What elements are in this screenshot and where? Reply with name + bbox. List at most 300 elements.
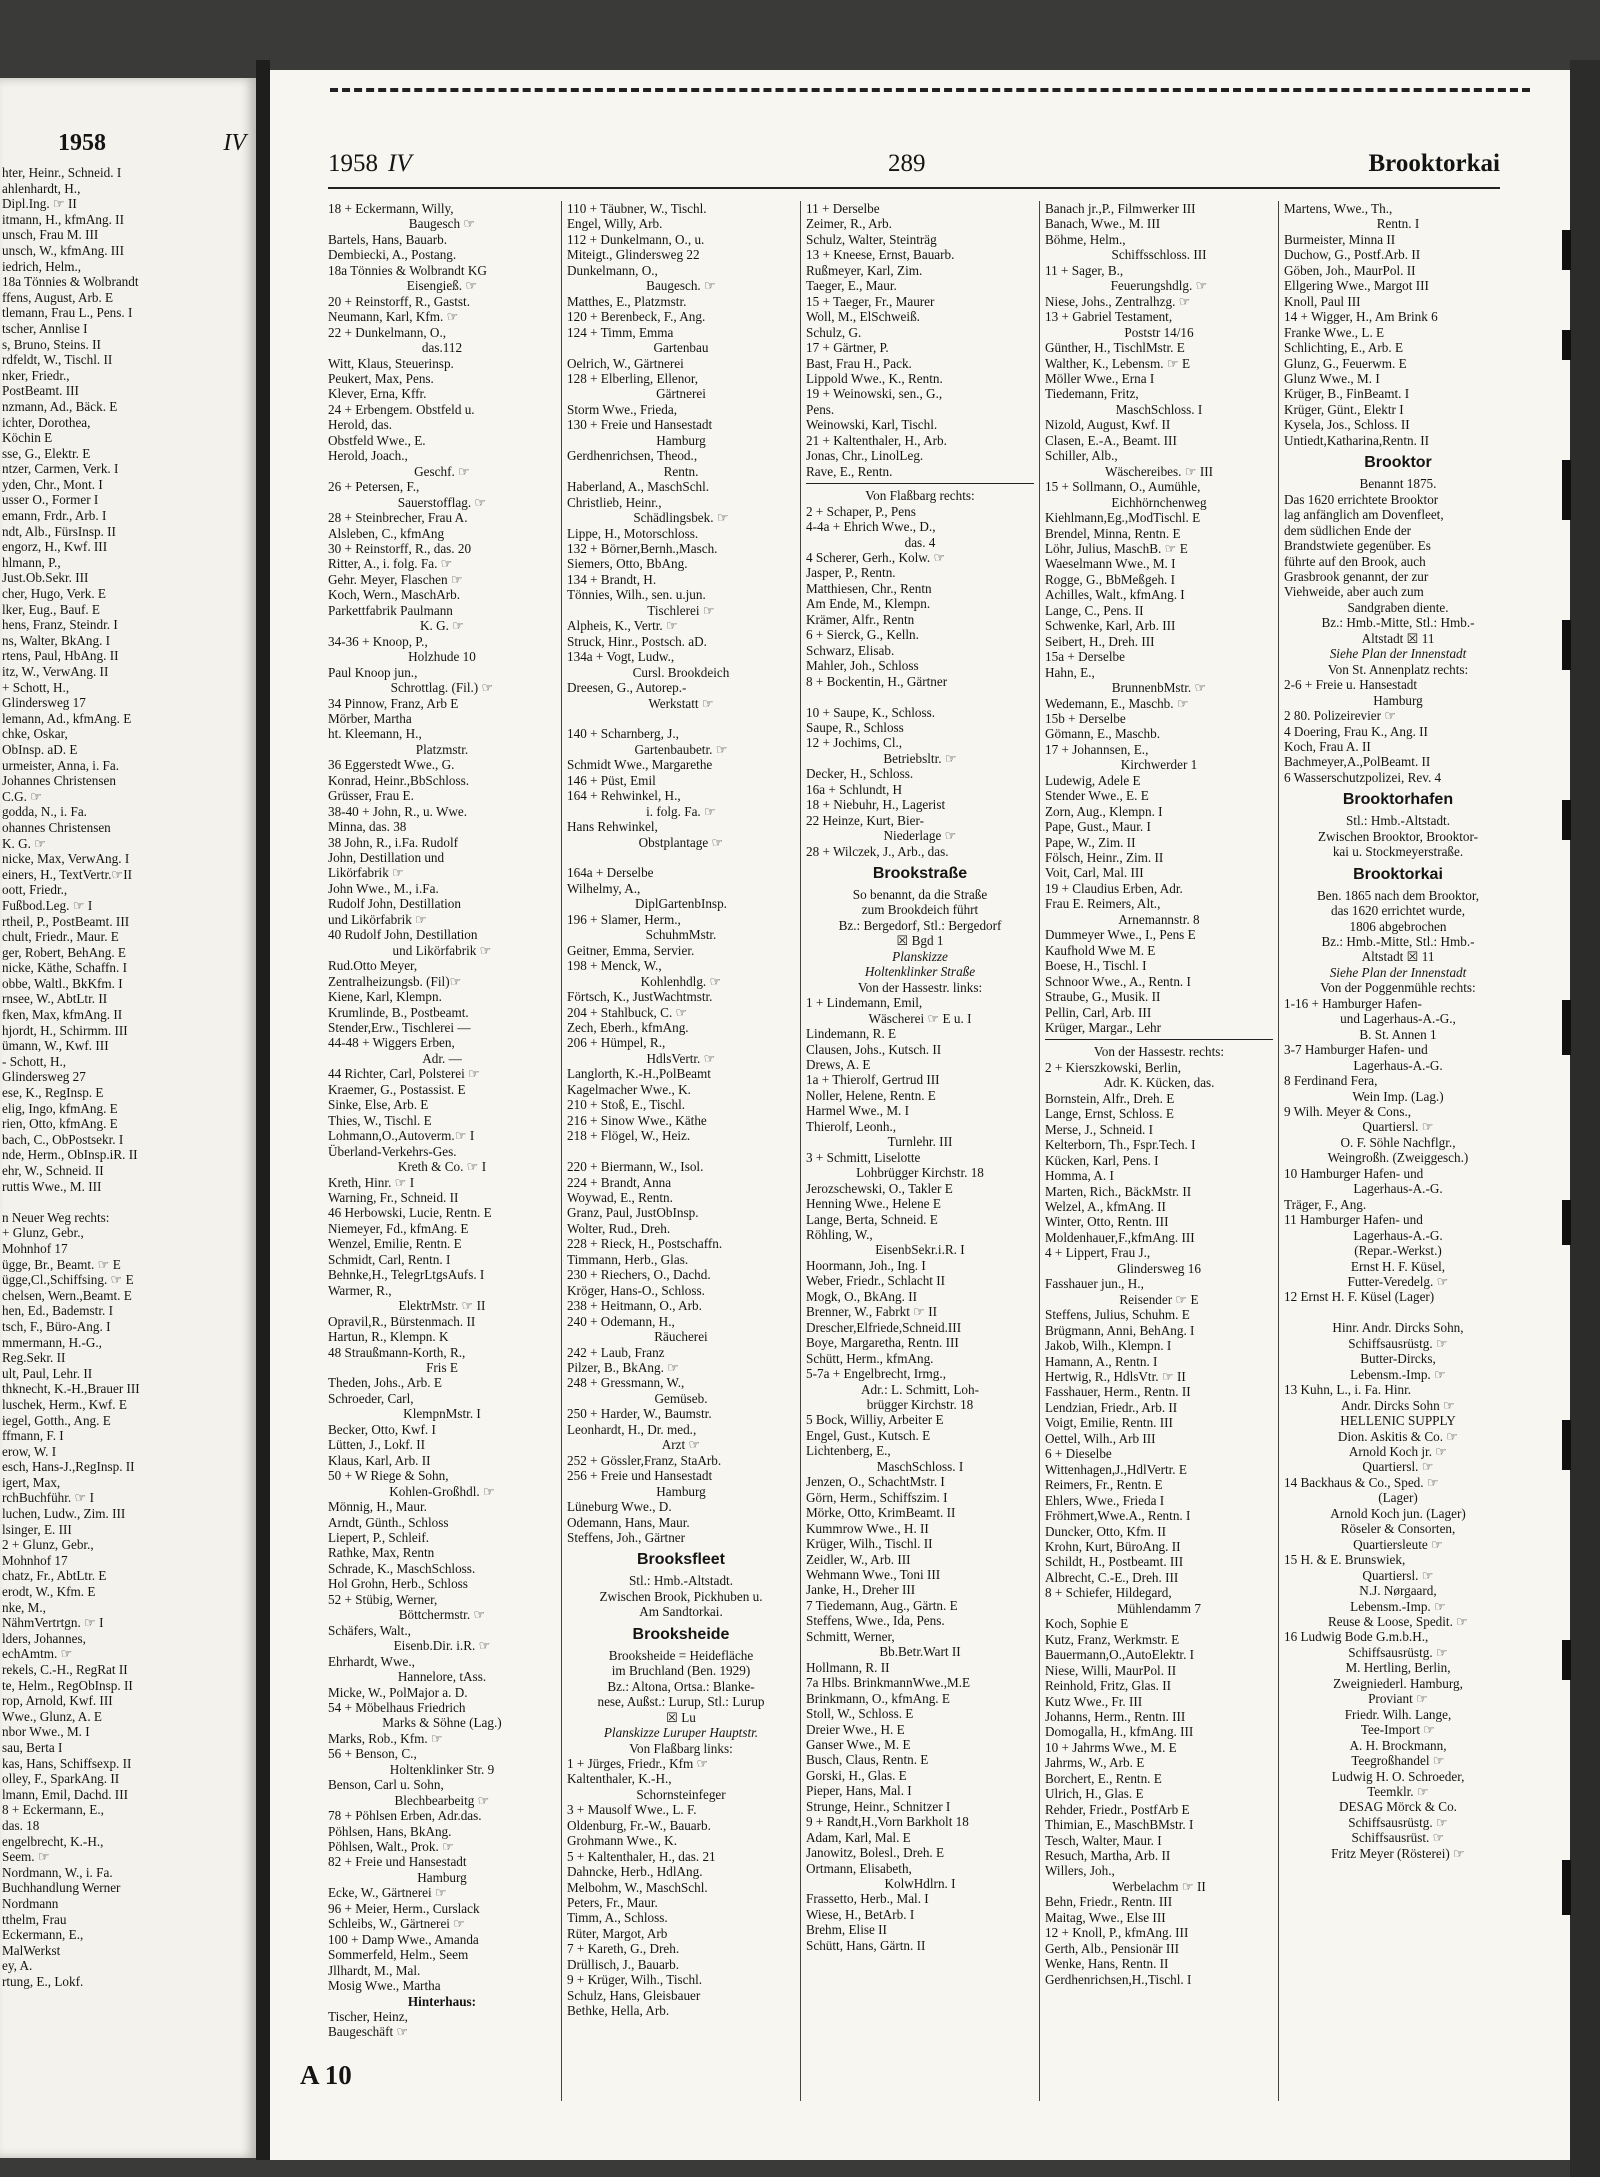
directory-entry: 8 Ferdinand Fera, [1284,1073,1378,1089]
left-page-entry: rekels, C.-H., RegRat II [2,1662,128,1677]
thumb-index-tab [1562,800,1571,840]
directory-entry: Schiller, Alb., [1045,448,1118,464]
directory-entry: Ellgering Wwe., Margot III [1284,278,1429,294]
directory-entry: Altstadt ☒ 11 [1361,630,1435,646]
directory-entry: 134a + Vogt, Ludw., [567,649,675,665]
directory-entry: Oldenburg, Fr.-W., Bauarb. [567,1817,711,1833]
left-page-volume: IV [223,130,246,156]
directory-entry: Jonas, Chr., LinolLeg. [806,448,924,464]
directory-entry: 28 + Wilczek, J., Arb., das. [806,843,949,859]
directory-entry: Holtenklinker Str. 9 [389,1761,495,1777]
column-divider [1039,201,1040,2101]
directory-entry: 4 Doering, Frau K., Ang. II [1284,723,1428,739]
directory-entry: Martens, Wwe., Th., [1284,201,1393,216]
directory-entry: Ulrich, H., Glas. E [1045,1786,1144,1802]
directory-entry: 19 + Claudius Erben, Adr. [1045,880,1183,896]
directory-entry: Zorn, Aug., Klempn. I [1045,803,1163,819]
directory-entry: Futter-Veredelg. ☞ [1347,1274,1449,1289]
left-page-entry: engelbrecht, K.-H., [2,1833,104,1849]
left-page-entry: ffens, August, Arb. E [2,289,114,305]
directory-entry: kai u. Stockmeyerstraße. [1332,844,1464,860]
directory-entry: Achilles, Walt., kfmAng. I [1045,587,1185,603]
left-page-entry: urmeister, Anna, i. Fa. [2,757,120,773]
header-year-volume [328,150,412,178]
directory-entry: 8 + Bockentin, H., Gärtner [806,673,948,689]
directory-entry: Struck, Hinr., Postsch. aD. [567,633,707,649]
directory-entry: Ludewig, Adele E [1045,772,1141,788]
directory-entry: Fölsch, Heinr., Zim. II [1045,850,1164,866]
directory-entry: Mühlendamm 7 [1117,1600,1201,1616]
directory-entry: Nizold, August, Kwf. II [1045,417,1171,433]
directory-entry: Schwenke, Karl, Arb. III [1045,618,1176,634]
directory-entry: O. F. Söhle Nachflgr., [1340,1134,1456,1150]
left-page-entry: Köchin E [2,430,53,446]
left-page-entry: Glindersweg 17 [2,695,86,711]
directory-entry: Tiedemann, Fritz, [1045,386,1139,402]
directory-entry: Ehrhardt, Wwe., [328,1653,415,1669]
directory-entry: Steffens, Wwe., Ida, Pens. [806,1613,945,1629]
directory-entry: Marks, Rob., Kfm. ☞ [328,1730,443,1746]
directory-entry: Planskizze [892,948,948,964]
thumb-index-tab [1562,1860,1571,1915]
directory-entry: Thimian, E., MaschBMstr. I [1045,1817,1194,1833]
directory-entry: Hamann, A., Rentn. I [1045,1353,1158,1369]
thumb-index-tab [1562,330,1571,360]
directory-entry: Warmer, R., [328,1282,392,1298]
directory-entry: Bauermann,O.,AutoElektr. I [1045,1647,1195,1663]
left-page-entry: cher, Hugo, Verk. E [2,586,106,602]
directory-entry: Schnoor Wwe., A., Rentn. I [1045,973,1191,989]
directory-entry: Schäfers, Walt., [328,1622,411,1638]
directory-entry: Fris E [426,1359,458,1375]
directory-entry: Kraemer, G., Postassist. E [328,1081,466,1097]
directory-entry: Pilzer, B., BkAng. ☞ [567,1359,680,1375]
directory-entry: Dembiecki, A., Postang. [328,247,457,263]
directory-entry: 196 + Slamer, Herm., [567,911,681,927]
directory-entry: Holtenklinker Straße [864,964,976,980]
directory-entry: Krämer, Alfr., Rentn [806,611,915,627]
directory-entry: 21 + Kaltenthaler, H., Arb. [806,432,947,448]
directory-entry: Schornsteinfeger [636,1786,726,1802]
directory-entry: Schwarz, Elisab. [806,642,895,658]
directory-entry: KlempnMstr. I [403,1406,481,1422]
directory-entry: Bartels, Hans, Bauarb. [328,231,448,247]
left-page-entry: rtung, E., Lokf. [2,1973,84,1989]
directory-entry: Zweigniederl. Hamburg, [1333,1675,1463,1691]
directory-entry: 16 Ludwig Bode G.m.b.H., [1284,1629,1429,1645]
directory-entry: Tesch, Walter, Maur. I [1045,1832,1162,1848]
directory-entry: Hertwig, R., HdlsVtr. ☞ II [1045,1368,1186,1384]
directory-entry: Opravil,R., Bürstenmach. II [328,1313,476,1329]
left-page-entry: chke, Oskar, [2,726,68,742]
directory-entry: Grüsser, Frau E. [328,788,414,804]
directory-entry: Noller, Helene, Rentn. E [806,1087,936,1103]
directory-entry: Lüneburg Wwe., D. [567,1499,672,1515]
directory-entry: Arndt, Günth., Schloss [328,1514,449,1530]
directory-entry: Dummeyer Wwe., I., Pens E [1045,927,1196,943]
directory-entry: Ecke, W., Gärtnerei ☞ [328,1885,447,1901]
directory-entry: Benannt 1875. [1359,476,1437,492]
directory-entry: Banach, Wwe., M. III [1045,216,1161,232]
directory-entry: 120 + Berenbeck, F., Ang. [567,309,706,325]
directory-entry: Reisender ☞ E [1119,1291,1199,1307]
directory-entry: Kiene, Karl, Klempn. [328,989,442,1005]
directory-entry: Oelrich, W., Gärtnerei [567,355,684,371]
signature-mark: A 10 [300,2060,352,2090]
directory-entry: Duncker, Otto, Kfm. II [1045,1523,1167,1539]
left-page-entry: ger, Robert, BehAng. E [2,944,126,960]
left-page-entry: + Schott, H., [2,679,70,695]
directory-entry: Rave, E., Rentn. [806,463,893,479]
directory-entry: Fasshauer jun., H., [1045,1276,1144,1292]
left-page-entry: tscher, Annlise I [2,320,88,336]
directory-entry: Eisengieß. ☞ [406,278,478,294]
left-page-entry [0,1194,256,1210]
directory-entry: Melbohm, W., MaschSchl. [567,1879,708,1895]
directory-entry: Blechbearbeitg ☞ [394,1792,490,1808]
left-page-entry: godda, N., i. Fa. [2,804,87,820]
directory-entry: Bethke, Hella, Arb. [567,2003,670,2019]
directory-entry: 140 + Scharnberg, J., [567,726,679,742]
directory-entry: Mahler, Joh., Schloss [806,658,919,674]
directory-entry: i. folg. Fa. ☞ [646,803,716,819]
directory-entry: Haberland, A., MaschSchl. [567,479,710,495]
directory-entry: Dion. Askitis & Co. ☞ [1337,1428,1459,1444]
directory-entry: ☒ Lu [666,1709,696,1725]
directory-entry: Hannelore, tAss. [397,1669,487,1685]
directory-entry: 14 Backhaus & Co., Sped. ☞ [1284,1474,1439,1490]
thumb-index-tab [1562,1420,1571,1470]
directory-entry: Schädlingsbek. ☞ [633,510,729,526]
directory-entry: 5-7a + Engelbrecht, Irmg., [806,1366,946,1382]
directory-entry: Decker, H., Schloss. [806,766,914,782]
directory-entry: 242 + Laub, Franz [567,1344,665,1360]
directory-entry: Stoll, W., Schloss. E [806,1706,914,1722]
directory-entry [1284,1305,1512,1320]
directory-entry: Steffens, Joh., Gärtner [567,1529,686,1545]
directory-entry: Gehr. Meyer, Flaschen ☞ [328,571,463,587]
left-page-entry: bach, C., ObPostsekr. I [2,1131,124,1147]
directory-entry: Walther, K., Lebensm. ☞ E [1045,355,1190,371]
left-page-entry: ohannes Christensen [2,819,111,835]
directory-entry: 20 + Reinstorff, R., Gastst. [328,293,470,309]
directory-entry: Gartenbau [653,340,709,356]
directory-entry: 164 + Rehwinkel, H., [567,788,681,804]
directory-column-3 [806,201,1034,1953]
directory-entry: Schildt, H., Postbeamt. III [1045,1554,1184,1570]
directory-entry: Hamburg [656,1483,706,1499]
directory-entry: Böttchermstr. ☞ [398,1607,486,1623]
directory-entry: Fasshauer, Herm., Rentn. II [1045,1384,1191,1400]
directory-entry: 12 + Knoll, P., kfmAng. III [1045,1925,1189,1941]
directory-entry: Voigt, Emilie, Rentn. III [1045,1415,1173,1431]
directory-entry: Thierolf, Leonh., [806,1118,897,1134]
directory-entry: Schütt, Hans, Gärtn. II [806,1937,926,1953]
directory-entry: Lohbrügger Kirchstr. 18 [856,1165,984,1181]
directory-entry: MaschSchloss. I [876,1458,964,1474]
directory-entry: 3 + Schmitt, Liselotte [806,1149,921,1165]
directory-entry: 4 + Lippert, Frau J., [1045,1245,1151,1261]
left-page-entry: - Schott, H., [2,1053,67,1069]
directory-entry: Pöhlsen, Hans, BkAng. [328,1823,452,1839]
directory-entry: 16a + Schlundt, H [806,781,903,797]
directory-entry: Lindemann, R. E [806,1026,897,1042]
directory-entry: Teegroßhandel ☞ [1351,1753,1445,1769]
directory-entry: Platzmstr. [415,741,469,757]
directory-entry: Mosig Wwe., Martha [328,1978,441,1994]
directory-entry: Schütt, Herm., kfmAng. [806,1350,934,1366]
left-page-entry: hter, Heinr., Schneid. I [2,165,122,180]
directory-entry: Pellin, Carl, Arb. III [1045,1004,1152,1020]
directory-entry: Pens. [806,401,835,417]
directory-entry: Tischer, Heinz, [328,2009,408,2025]
directory-entry: Konrad, Heinr.,BbSchloss. [328,772,470,788]
directory-entry: Schlichting, E., Arb. E [1284,340,1404,356]
directory-entry: Langlorth, K.-H.,PolBeamt [567,1066,711,1082]
left-page-entry: ümann, W., Kwf. III [2,1038,109,1054]
left-page-entry: Wwe., Glunz, A. E [2,1708,102,1724]
directory-entry: Siemers, Otto, BbAng. [567,556,688,572]
directory-entry: Schroeder, Carl, [328,1390,414,1406]
directory-entry: Wäscherei ☞ E u. I [868,1010,972,1026]
directory-entry: Rogge, G., BbMeßgeh. I [1045,571,1176,587]
directory-entry: Altstadt ☒ 11 [1361,949,1435,965]
directory-entry: 34 Pinnow, Franz, Arb E [328,695,459,711]
directory-entry: Wittenhagen,J.,HdlVertr. E [1045,1461,1187,1477]
directory-entry: 112 + Dunkelmann, O., u. [567,231,705,247]
directory-entry: Ortmann, Elisabeth, [806,1860,912,1876]
directory-entry: Henning Wwe., Helene E [806,1196,941,1212]
directory-entry: Ehlers, Wwe., Frieda I [1045,1492,1165,1508]
directory-entry: 22 + Dunkelmann, O., [328,324,447,340]
directory-entry: Zech, Eberh., kfmAng. [567,1020,689,1036]
left-page-entries [0,165,256,1989]
directory-entry: Frassetto, Herb., Mal. I [806,1891,929,1907]
directory-entry: Christlieb, Heinr., [567,494,662,510]
section-divider [1045,1039,1273,1040]
directory-entry: Schulz, Hans, Gleisbauer [567,1987,701,2003]
directory-entry: Arnold Koch jun. (Lager) [1330,1505,1466,1521]
directory-entry: 4 Scherer, Gerh., Kolw. ☞ [806,549,946,565]
directory-entry: Timmann, Herb., Glas. [567,1251,689,1267]
directory-entry: Alpheis, K., Vertr. ☞ [567,618,678,634]
directory-entry: Becker, Otto, Kwf. I [328,1421,436,1437]
directory-entry: Weber, Friedr., Schlacht II [806,1273,946,1289]
directory-entry: Göben, Joh., MaurPol. II [1284,262,1416,278]
directory-entry: Engel, Willy, Arb. [567,216,663,232]
directory-entry: Merse, J., Schneid. I [1045,1121,1154,1137]
directory-entry: Bz.: Altona, Ortsa.: Blanke- [607,1678,755,1694]
thumb-index-tab [1562,1200,1571,1245]
left-page-entry: thknecht, K.-H.,Brauer III [2,1381,140,1397]
directory-entry: Gartenbaubetr. ☞ [634,741,728,757]
directory-entry: 238 + Heitmann, O., Arb. [567,1298,702,1314]
directory-entry: Siehe Plan der Innenstadt [1329,646,1467,662]
directory-entry: Liepert, P., Schleif. [328,1529,430,1545]
directory-entry: 9 + Krüger, Wilh., Tischl. [567,1972,703,1988]
directory-entry: Resuch, Martha, Arb. II [1045,1848,1171,1864]
directory-entry: Gemüseb. [654,1390,708,1406]
left-page-entry: Fußbod.Leg. ☞ I [2,897,93,913]
directory-entry: 146 + Püst, Emil [567,772,656,788]
directory-entry: 218 + Flögel, W., Heiz. [567,1128,691,1144]
directory-entry: Banach jr.,P., Filmwerker III [1045,201,1196,216]
directory-entry: N.J. Nørgaard, [1359,1583,1437,1599]
directory-entry: Parkettfabrik Paulmann [328,602,453,618]
directory-entry: Niemeyer, Fd., kfmAng. E [328,1220,469,1236]
directory-entry: 8 + Schiefer, Hildegard, [1045,1585,1172,1601]
directory-entry: Krüger, Margar., Lehr [1045,1020,1162,1036]
directory-entry: 15 + Taeger, Fr., Maurer [806,293,935,309]
directory-entry: Kutz, Franz, Werkmstr. E [1045,1631,1180,1647]
left-page-entry: unsch, W., kfmAng. III [2,242,124,258]
directory-entry: Straube, G., Musik. II [1045,989,1161,1005]
directory-entry: Jakob, Wilh., Klempn. I [1045,1338,1172,1354]
left-page-entry: ult, Paul, Lehr. II [2,1365,93,1381]
left-page-entry: luschek, Herm., Kwf. E [2,1396,127,1412]
directory-column-4 [1045,201,1273,1987]
directory-entry: Herold, das. [328,417,393,433]
directory-entry: ☒ Bgd 1 [896,933,944,949]
directory-entry: Busch, Claus, Rentn. E [806,1752,929,1768]
left-page-entry: rien, Otto, kfmAng. E [2,1116,118,1132]
left-page-entry: tthelm, Frau [2,1911,67,1927]
directory-entry: Minna, das. 38 [328,819,407,835]
directory-entry: Stl.: Hmb.-Altstadt. [1345,813,1451,829]
directory-entry: Peukert, Max, Pens. [328,370,434,386]
directory-entry: 2 80. Polizeirevier ☞ [1284,708,1397,724]
left-page-year: 1958 [58,130,106,156]
directory-entry: 128 + Elberling, Ellenor, [567,370,699,386]
directory-entry: Ben. 1865 nach dem Brooktor, [1316,887,1480,903]
directory-entry: lag anfänglich am Dovenfleet, [1284,507,1444,523]
directory-entry: Rentn. I [1376,216,1420,232]
left-page-entry: nicke, Max, VerwAng. I [2,851,130,867]
directory-entry: Drüllisch, J., Bauarb. [567,1956,680,1972]
directory-entry: BrunnenbMstr. ☞ [1111,680,1207,696]
directory-entry: Friedr. Wilh. Lange, [1344,1706,1452,1722]
directory-entry: Reinhold, Fritz, Glas. II [1045,1678,1171,1694]
directory-entry: 4-4a + Ehrich Wwe., D., [806,519,936,535]
left-page-entry: ahlenhardt, H., [2,180,81,196]
left-page-entry: Buchhandlung Werner [2,1880,121,1896]
directory-entry: Jerozschewski, O., Takler E [806,1180,953,1196]
directory-entry: Witt, Klaus, Steuerinsp. [328,355,454,371]
directory-entry: Überland-Verkehrs-Ges. [328,1143,457,1159]
directory-entry [567,1144,795,1159]
directory-entry [567,850,795,865]
directory-entry: Gerdhenrichsen,H.,Tischl. I [1045,1971,1192,1987]
directory-entry: Mörber, Martha [328,710,412,726]
left-page-entry: nde, Herm., ObInsp.iR. II [2,1147,138,1163]
directory-entry: 18a Tönnies & Wolbrandt KG [328,262,487,278]
directory-entry: Görn, Herm., Schiffszim. I [806,1489,948,1505]
directory-entry: 7 + Kareth, G., Dreh. [567,1941,680,1957]
directory-entry: 30 + Reinstorff, R., das. 20 [328,540,472,556]
column-divider [800,201,801,2101]
directory-entry: Lippold Wwe., K., Rentn. [806,370,943,386]
left-page [0,78,256,2158]
directory-entry: Krüger, B., FinBeamt. I [1284,386,1410,402]
left-page-entry: K. G. ☞ [2,835,47,851]
left-page-entry: rtens, Paul, HbAng. II [2,648,119,664]
directory-entry: 7a Hlbs. BrinkmannWwe.,M.E [806,1675,971,1691]
directory-entry: Seibert, H., Dreh. III [1045,633,1155,649]
directory-entry: Werbelachm ☞ II [1112,1878,1206,1894]
directory-entry: Kagelmacher Wwe., K. [567,1081,691,1097]
directory-entry: Ganser Wwe., M. E [806,1736,911,1752]
directory-entry: Reuse & Loose, Spedit. ☞ [1327,1613,1469,1629]
directory-entry: Werkstatt ☞ [648,695,714,711]
street-heading: Brooktor [1364,454,1432,472]
directory-entry: 11 + Derselbe [806,201,880,216]
directory-entry: und Likörfabrik ☞ [328,911,427,927]
directory-entry: Bz.: Hmb.-Mitte, Stl.: Hmb.- [1321,615,1475,631]
directory-entry: Grohmann Wwe., K. [567,1833,677,1849]
left-page-entry: yden, Chr., Mont. I [2,476,103,492]
directory-entry: M. Hertling, Berlin, [1345,1660,1451,1676]
directory-entry: 19 + Weinowski, sen., G., [806,386,943,402]
left-page-entry: chult, Friedr., Maur. E [2,929,119,945]
directory-entry: Lütten, J., Lokf. II [328,1437,426,1453]
left-page-entry: nicke, Käthe, Schaffn. I [2,960,127,976]
directory-entry: Poststr 14/16 [1124,324,1194,340]
directory-entry: 164a + Derselbe [567,865,654,881]
directory-entry: HdlsVertr. ☞ [646,1050,716,1066]
directory-entry: HELLENIC SUPPLY [1340,1413,1456,1429]
directory-entry: Hinterhaus: [407,1993,477,2009]
directory-entry: Tee-Import ☞ [1360,1722,1436,1738]
directory-entry: Butter-Dircks, [1360,1351,1436,1367]
left-page-entry: rnsee, W., AbtLtr. II [2,991,108,1007]
left-page-entry: nker, Friedr., [2,367,70,383]
directory-entry: Burmeister, Minna II [1284,231,1396,247]
directory-entry: Lagerhaus-A.-G. [1353,1181,1443,1197]
directory-entry: Baugesch ☞ [408,216,476,232]
header-rule [328,187,1500,189]
directory-entry: 9 Wilh. Meyer & Cons., [1284,1104,1412,1120]
directory-entry: 15 + Sollmann, O., Aumühle, [1045,479,1201,495]
directory-entry: Von St. Annenplatz rechts: [1327,661,1469,677]
directory-entry: 34-36 + Knoop, P., [328,633,428,649]
directory-entry: Adr. — [422,1050,462,1066]
street-heading: Brookstraße [872,865,968,883]
directory-entry: Klever, Erna, Kffr. [328,386,427,402]
directory-entry: Holzhude 10 [408,649,476,665]
left-page-entry: Nordmann [2,1895,59,1911]
left-page-entry: engorz, H., Kwf. III [2,539,108,555]
directory-entry: Timm, A., Schloss. [567,1910,668,1926]
directory-entry: Moldenhauer,F.,kfmAng. III [1045,1229,1195,1245]
directory-entry: Schiffsausrüstg. ☞ [1348,1335,1448,1351]
directory-entry: Sinke, Else, Arb. E [328,1097,429,1113]
directory-entry: Gorski, H., Glas. E [806,1767,907,1783]
directory-entry: nese, Außst.: Lurup, Stl.: Lurup [597,1694,765,1710]
directory-entry: John, Destillation und [328,850,445,866]
top-dashed-rule [330,88,1530,92]
directory-entry: Lange, Berta, Schneid. E [806,1211,938,1227]
directory-entry: Hinr. Andr. Dircks Sohn, [1332,1320,1464,1336]
directory-entry: Dahncke, Herb., HdlAng. [567,1864,703,1880]
directory-entry: Jasper, P., Rentn. [806,565,896,581]
directory-entry: 134 + Brandt, H. [567,571,657,587]
directory-entry: 110 + Täubner, W., Tischl. [567,201,707,216]
directory-entry: Koch, Wern., MaschArb. [328,587,461,603]
left-page-entry: Reg.Sekr. II [2,1350,66,1366]
left-page-entry: igert, Max, [2,1474,61,1490]
directory-entry: Fröhmert,Wwe.A., Rentn. I [1045,1508,1191,1524]
directory-entry: Andr. Dircks Sohn ☞ [1341,1397,1455,1413]
